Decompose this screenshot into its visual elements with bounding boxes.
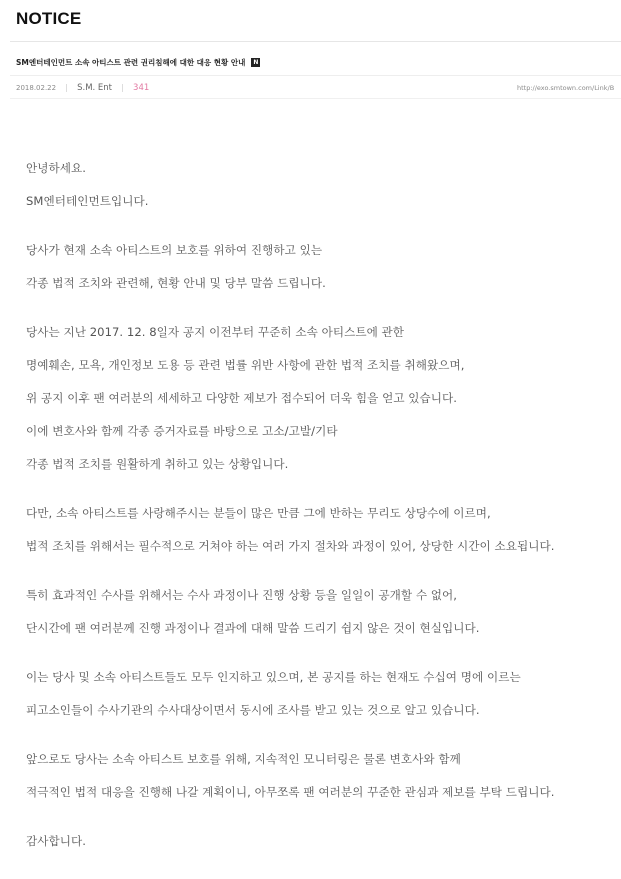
page-title: NOTICE <box>16 9 82 28</box>
body-line: 이는 당사 및 소속 아티스트들도 모두 인지하고 있으며, 본 공지를 하는 현재도 수십여 명에 이르는 <box>26 670 521 684</box>
body-line: 피고소인들이 수사기관의 수사대상이면서 동시에 조사를 받고 있는 것으로 알고 있습니다. <box>26 703 480 717</box>
body-paragraph <box>26 743 616 809</box>
post-title-row <box>16 54 260 70</box>
body-line: 앞으로도 당사는 소속 아티스트 보호를 위해, 지속적인 모니터링은 물론 변호사와 함께 <box>26 752 461 766</box>
meta-divider <box>10 98 621 99</box>
body-line: 당사가 현재 소속 아티스트의 보호를 위하여 진행하고 있는 <box>26 243 323 257</box>
body-paragraph <box>26 234 616 300</box>
body-line: 당사는 지난 2017. 12. 8일자 공지 이전부터 꾸준히 소속 아티스트에 관한 <box>26 325 405 339</box>
post-author: S.M. Ent <box>77 83 113 93</box>
body-line: 위 공지 이후 팬 여러분의 세세하고 다양한 제보가 접수되어 더욱 힘을 얻고 있습니다. <box>26 391 458 405</box>
body-line: 단시간에 팬 여러분께 진행 과정이나 결과에 대해 말씀 드리기 쉽지 않은 것이 현실입니다. <box>26 621 480 635</box>
body-paragraph <box>26 661 616 727</box>
post-body <box>26 152 616 874</box>
view-count: 341 <box>133 83 150 93</box>
body-paragraph <box>26 497 616 563</box>
body-line: 각종 법적 조치를 원활하게 취하고 있는 상황입니다. <box>26 457 289 471</box>
new-badge-icon: N <box>253 58 259 66</box>
meta-separator <box>122 84 123 92</box>
body-line: 이에 변호사와 함께 각종 증거자료를 바탕으로 고소/고발/기타 <box>26 424 338 438</box>
body-line: 법적 조치를 위해서는 필수적으로 거쳐야 하는 여러 가지 절차와 과정이 있어, 상당한 시간이 소요됩니다. <box>26 539 555 553</box>
body-line: 명예훼손, 모욕, 개인정보 도용 등 관련 법률 위반 사항에 관한 법적 조치를 취해왔으며, <box>26 358 465 372</box>
body-paragraph <box>26 579 616 645</box>
post-title[interactable]: SM엔터테인먼트 소속 아티스트 관련 권리침해에 대한 대응 현황 안내 <box>16 57 246 67</box>
post-date: 2018.02.22 <box>16 84 57 92</box>
body-paragraph <box>26 825 616 858</box>
body-line: 감사합니다. <box>26 834 86 848</box>
body-line: SM엔터테인먼트입니다. <box>26 194 149 208</box>
body-line: 특히 효과적인 수사를 위해서는 수사 과정이나 진행 상황 등을 일일이 공개할 수 없어, <box>26 588 458 602</box>
meta-separator <box>66 84 67 92</box>
header-divider <box>10 41 621 42</box>
body-paragraph <box>26 316 616 481</box>
title-divider <box>10 75 621 76</box>
post-link[interactable]: http://exo.smtown.com/Link/B <box>517 84 615 92</box>
body-line: 안녕하세요. <box>26 161 86 175</box>
post-meta <box>16 81 149 95</box>
body-paragraph <box>26 152 616 218</box>
body-line: 적극적인 법적 대응을 진행해 나갈 계획이니, 아무쪼록 팬 여러분의 꾸준한 관심과 제보를 부탁 드립니다. <box>26 785 555 799</box>
body-line: 다만, 소속 아티스트를 사랑해주시는 분들이 많은 만큼 그에 반하는 무리도 상당수에 이르며, <box>26 506 491 520</box>
body-line: 각종 법적 조치와 관련해, 현황 안내 및 당부 말씀 드립니다. <box>26 276 326 290</box>
